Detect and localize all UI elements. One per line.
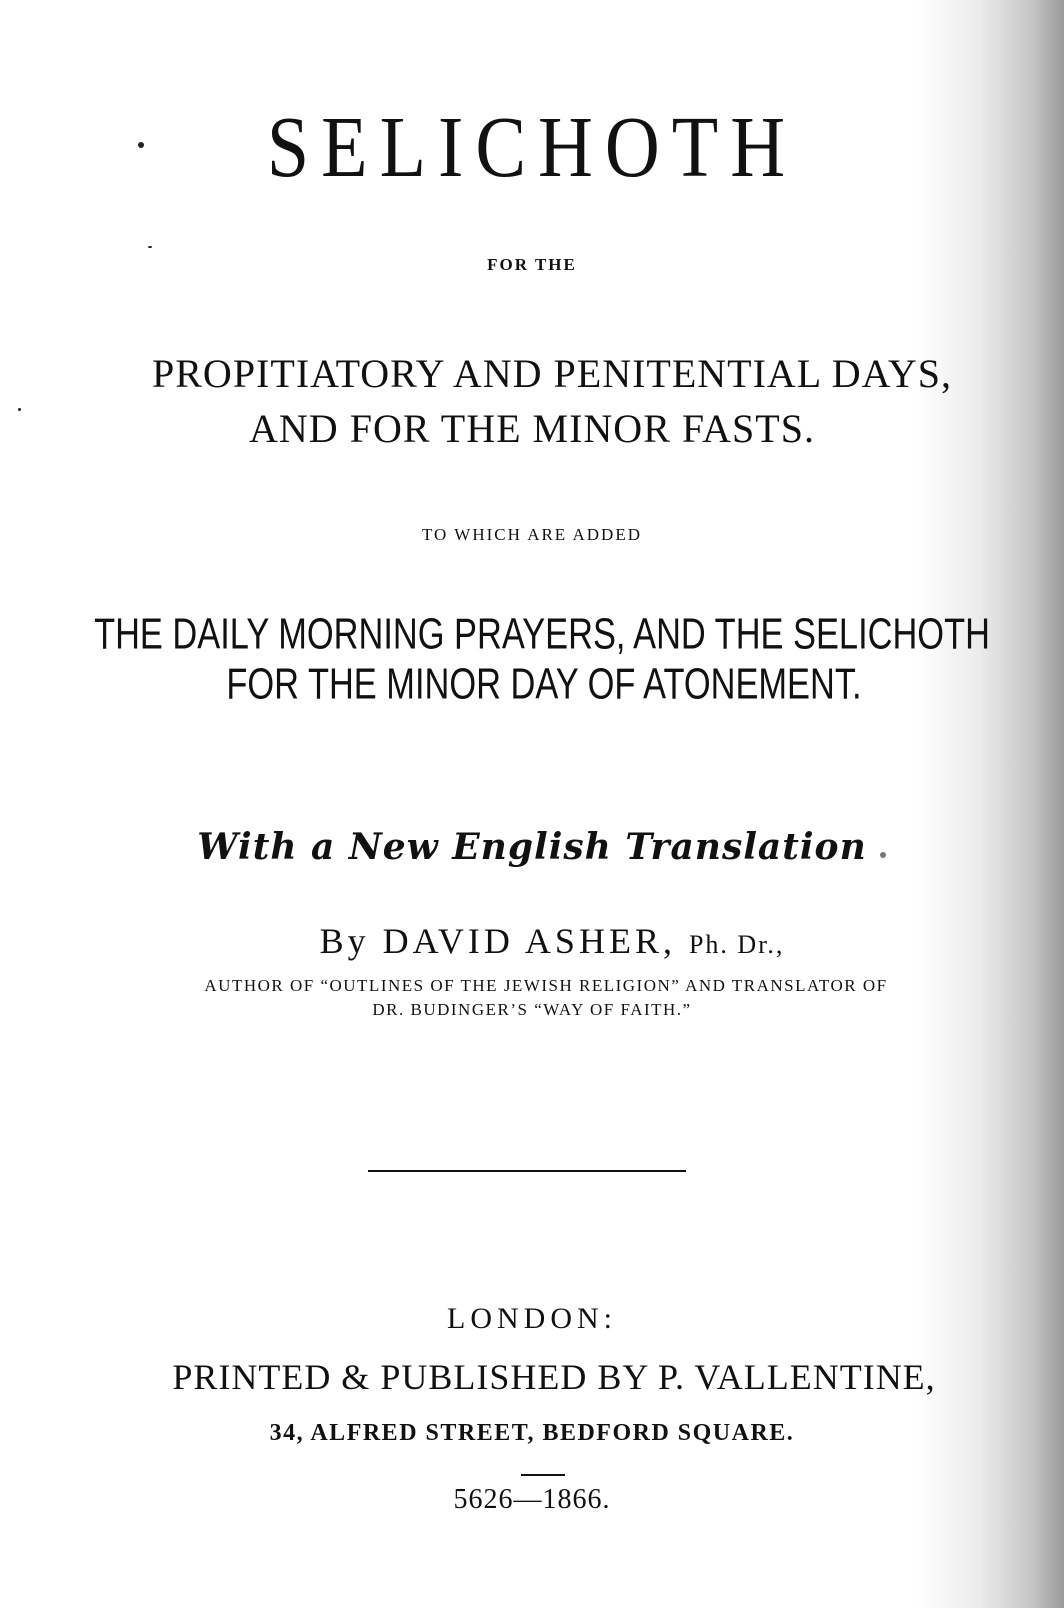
author-name: DAVID ASHER, — [382, 921, 676, 961]
added-intro: TO WHICH ARE ADDED — [421, 525, 642, 544]
imprint-date: 5626—1866. — [453, 1484, 611, 1515]
ink-speck — [18, 408, 21, 411]
ink-speck — [880, 852, 886, 858]
author-by: By — [319, 921, 370, 961]
divider-rule — [368, 1170, 686, 1172]
translation-line: With a New English Translation — [197, 826, 867, 868]
added-line-2: FOR THE MINOR DAY OF ATONEMENT. — [226, 660, 862, 709]
subtitle-line-1: PROPITIATORY AND PENITENTIAL DAYS, — [152, 351, 952, 396]
imprint-address: 34, ALFRED STREET, BEDFORD SQUARE. — [269, 1420, 795, 1446]
added-line-1: THE DAILY MORNING PRAYERS, AND THE SELICHOTH — [94, 610, 990, 659]
author-credits-line-2: DR. BUDINGER’S “WAY OF FAITH.” — [372, 1000, 692, 1019]
imprint-publisher: PRINTED & PUBLISHED BY P. VALLENTINE, — [172, 1357, 936, 1397]
ink-speck — [138, 142, 144, 148]
author-line — [20, 920, 1064, 962]
author-credits-line-1: AUTHOR OF “OUTLINES OF THE JEWISH RELIGION” AND TRANSLATOR OF — [204, 976, 888, 995]
ink-speck — [148, 246, 152, 248]
date-rule — [521, 1474, 565, 1476]
author-degree: Ph. Dr., — [688, 930, 785, 959]
for-the-label: FOR THE — [487, 255, 577, 274]
imprint-city: LONDON: — [447, 1302, 617, 1335]
subtitle-line-2: AND FOR THE MINOR FASTS. — [249, 406, 815, 451]
book-title: SELICHOTH — [266, 99, 798, 196]
